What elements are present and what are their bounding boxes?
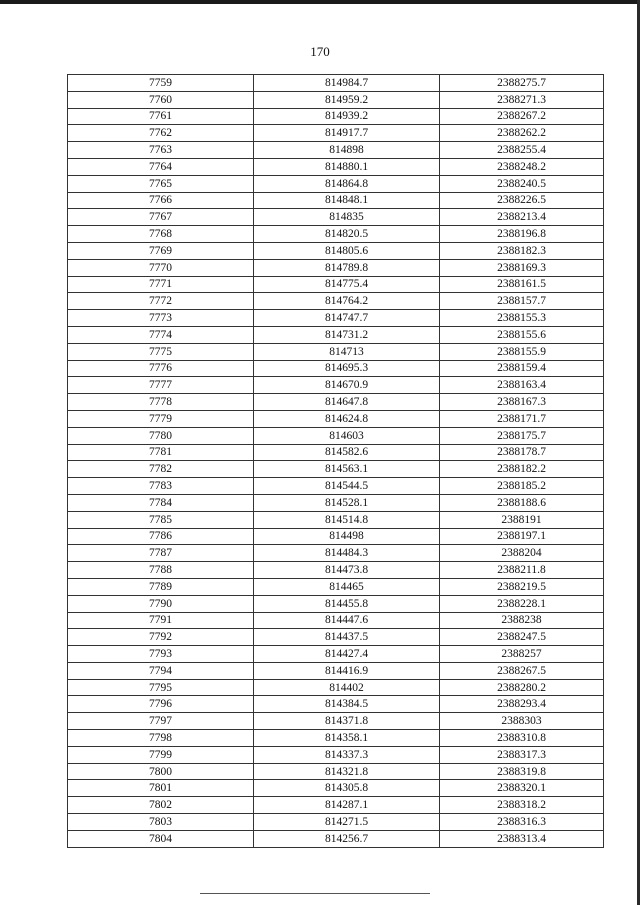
point-number-cell: 7788 xyxy=(68,562,254,579)
x-coordinate-cell: 814447.6 xyxy=(254,612,440,629)
y-coordinate-cell: 2388228.1 xyxy=(440,595,604,612)
point-number-cell: 7774 xyxy=(68,326,254,343)
x-coordinate-cell: 814256.7 xyxy=(254,830,440,847)
x-coordinate-cell: 814455.8 xyxy=(254,595,440,612)
x-coordinate-cell: 814984.7 xyxy=(254,75,440,92)
table-row xyxy=(68,646,604,663)
x-coordinate-cell: 814880.1 xyxy=(254,158,440,175)
x-coordinate-cell: 814437.5 xyxy=(254,629,440,646)
y-coordinate-cell: 2388271.3 xyxy=(440,91,604,108)
y-coordinate-cell: 2388318.2 xyxy=(440,797,604,814)
x-coordinate-cell: 814514.8 xyxy=(254,511,440,528)
table-row xyxy=(68,713,604,730)
x-coordinate-cell: 814835 xyxy=(254,209,440,226)
y-coordinate-cell: 2388319.8 xyxy=(440,763,604,780)
y-coordinate-cell: 2388238 xyxy=(440,612,604,629)
x-coordinate-cell: 814775.4 xyxy=(254,276,440,293)
y-coordinate-cell: 2388219.5 xyxy=(440,578,604,595)
table-row xyxy=(68,226,604,243)
table-row xyxy=(68,175,604,192)
table-row xyxy=(68,780,604,797)
y-coordinate-cell: 2388155.9 xyxy=(440,343,604,360)
table-row xyxy=(68,562,604,579)
table-row xyxy=(68,242,604,259)
x-coordinate-cell: 814647.8 xyxy=(254,394,440,411)
table-row xyxy=(68,158,604,175)
y-coordinate-cell: 2388157.7 xyxy=(440,293,604,310)
table-row xyxy=(68,142,604,159)
y-coordinate-cell: 2388255.4 xyxy=(440,142,604,159)
point-number-cell: 7768 xyxy=(68,226,254,243)
point-number-cell: 7769 xyxy=(68,242,254,259)
y-coordinate-cell: 2388169.3 xyxy=(440,259,604,276)
x-coordinate-cell: 814465 xyxy=(254,578,440,595)
x-coordinate-cell: 814939.2 xyxy=(254,108,440,125)
x-coordinate-cell: 814358.1 xyxy=(254,730,440,747)
y-coordinate-cell: 2388247.5 xyxy=(440,629,604,646)
point-number-cell: 7784 xyxy=(68,494,254,511)
point-number-cell: 7763 xyxy=(68,142,254,159)
table-row xyxy=(68,394,604,411)
y-coordinate-cell: 2388313.4 xyxy=(440,830,604,847)
y-coordinate-cell: 2388211.8 xyxy=(440,562,604,579)
x-coordinate-cell: 814747.7 xyxy=(254,310,440,327)
y-coordinate-cell: 2388248.2 xyxy=(440,158,604,175)
x-coordinate-cell: 814959.2 xyxy=(254,91,440,108)
table-row xyxy=(68,293,604,310)
table-row xyxy=(68,343,604,360)
y-coordinate-cell: 2388167.3 xyxy=(440,394,604,411)
x-coordinate-cell: 814820.5 xyxy=(254,226,440,243)
table-row xyxy=(68,444,604,461)
point-number-cell: 7765 xyxy=(68,175,254,192)
table-row xyxy=(68,125,604,142)
x-coordinate-cell: 814670.9 xyxy=(254,377,440,394)
table-row xyxy=(68,814,604,831)
point-number-cell: 7798 xyxy=(68,730,254,747)
point-number-cell: 7762 xyxy=(68,125,254,142)
table-row xyxy=(68,427,604,444)
x-coordinate-cell: 814603 xyxy=(254,427,440,444)
y-coordinate-cell: 2388240.5 xyxy=(440,175,604,192)
point-number-cell: 7776 xyxy=(68,360,254,377)
point-number-cell: 7790 xyxy=(68,595,254,612)
table-row xyxy=(68,730,604,747)
x-coordinate-cell: 814624.8 xyxy=(254,410,440,427)
point-number-cell: 7782 xyxy=(68,461,254,478)
point-number-cell: 7760 xyxy=(68,91,254,108)
y-coordinate-cell: 2388257 xyxy=(440,646,604,663)
point-number-cell: 7792 xyxy=(68,629,254,646)
point-number-cell: 7777 xyxy=(68,377,254,394)
y-coordinate-cell: 2388204 xyxy=(440,545,604,562)
x-coordinate-cell: 814321.8 xyxy=(254,763,440,780)
table-row xyxy=(68,679,604,696)
point-number-cell: 7773 xyxy=(68,310,254,327)
point-number-cell: 7799 xyxy=(68,746,254,763)
x-coordinate-cell: 814582.6 xyxy=(254,444,440,461)
y-coordinate-cell: 2388267.2 xyxy=(440,108,604,125)
y-coordinate-cell: 2388310.8 xyxy=(440,730,604,747)
point-number-cell: 7775 xyxy=(68,343,254,360)
y-coordinate-cell: 2388155.3 xyxy=(440,310,604,327)
point-number-cell: 7800 xyxy=(68,763,254,780)
y-coordinate-cell: 2388317.3 xyxy=(440,746,604,763)
point-number-cell: 7778 xyxy=(68,394,254,411)
x-coordinate-cell: 814789.8 xyxy=(254,259,440,276)
point-number-cell: 7759 xyxy=(68,75,254,92)
table-row xyxy=(68,578,604,595)
table-row xyxy=(68,192,604,209)
table-row xyxy=(68,696,604,713)
point-number-cell: 7803 xyxy=(68,814,254,831)
x-coordinate-cell: 814731.2 xyxy=(254,326,440,343)
x-coordinate-cell: 814473.8 xyxy=(254,562,440,579)
table-row xyxy=(68,259,604,276)
x-coordinate-cell: 814484.3 xyxy=(254,545,440,562)
y-coordinate-cell: 2388161.5 xyxy=(440,276,604,293)
point-number-cell: 7771 xyxy=(68,276,254,293)
table-row xyxy=(68,545,604,562)
y-coordinate-cell: 2388275.7 xyxy=(440,75,604,92)
table-row xyxy=(68,310,604,327)
table-row xyxy=(68,478,604,495)
table-row xyxy=(68,797,604,814)
point-number-cell: 7797 xyxy=(68,713,254,730)
point-number-cell: 7795 xyxy=(68,679,254,696)
table-row xyxy=(68,662,604,679)
table-row xyxy=(68,326,604,343)
page-number: 170 xyxy=(310,44,330,59)
table-row xyxy=(68,75,604,92)
point-number-cell: 7802 xyxy=(68,797,254,814)
table-row xyxy=(68,746,604,763)
table-row xyxy=(68,612,604,629)
y-coordinate-cell: 2388171.7 xyxy=(440,410,604,427)
table-row xyxy=(68,629,604,646)
x-coordinate-cell: 814848.1 xyxy=(254,192,440,209)
table-row xyxy=(68,410,604,427)
x-coordinate-cell: 814764.2 xyxy=(254,293,440,310)
x-coordinate-cell: 814528.1 xyxy=(254,494,440,511)
table-row xyxy=(68,91,604,108)
point-number-cell: 7793 xyxy=(68,646,254,663)
y-coordinate-cell: 2388159.4 xyxy=(440,360,604,377)
table-row xyxy=(68,830,604,847)
table-row xyxy=(68,377,604,394)
y-coordinate-cell: 2388303 xyxy=(440,713,604,730)
y-coordinate-cell: 2388175.7 xyxy=(440,427,604,444)
table-row xyxy=(68,528,604,545)
x-coordinate-cell: 814371.8 xyxy=(254,713,440,730)
point-number-cell: 7785 xyxy=(68,511,254,528)
scan-edge-top xyxy=(0,0,640,4)
point-number-cell: 7801 xyxy=(68,780,254,797)
y-coordinate-cell: 2388197.1 xyxy=(440,528,604,545)
y-coordinate-cell: 2388320.1 xyxy=(440,780,604,797)
y-coordinate-cell: 2388196.8 xyxy=(440,226,604,243)
y-coordinate-cell: 2388185.2 xyxy=(440,478,604,495)
x-coordinate-cell: 814498 xyxy=(254,528,440,545)
point-number-cell: 7789 xyxy=(68,578,254,595)
x-coordinate-cell: 814416.9 xyxy=(254,662,440,679)
point-number-cell: 7783 xyxy=(68,478,254,495)
point-number-cell: 7796 xyxy=(68,696,254,713)
point-number-cell: 7804 xyxy=(68,830,254,847)
point-number-cell: 7772 xyxy=(68,293,254,310)
table-row xyxy=(68,595,604,612)
point-number-cell: 7767 xyxy=(68,209,254,226)
coordinate-table-body xyxy=(68,75,604,848)
table-row xyxy=(68,360,604,377)
x-coordinate-cell: 814305.8 xyxy=(254,780,440,797)
y-coordinate-cell: 2388226.5 xyxy=(440,192,604,209)
table-row xyxy=(68,511,604,528)
y-coordinate-cell: 2388262.2 xyxy=(440,125,604,142)
point-number-cell: 7787 xyxy=(68,545,254,562)
point-number-cell: 7791 xyxy=(68,612,254,629)
x-coordinate-cell: 814713 xyxy=(254,343,440,360)
point-number-cell: 7766 xyxy=(68,192,254,209)
point-number-cell: 7770 xyxy=(68,259,254,276)
y-coordinate-cell: 2388213.4 xyxy=(440,209,604,226)
table-row xyxy=(68,276,604,293)
bottom-rule xyxy=(200,893,430,894)
x-coordinate-cell: 814384.5 xyxy=(254,696,440,713)
x-coordinate-cell: 814271.5 xyxy=(254,814,440,831)
table-row xyxy=(68,763,604,780)
point-number-cell: 7781 xyxy=(68,444,254,461)
x-coordinate-cell: 814695.3 xyxy=(254,360,440,377)
y-coordinate-cell: 2388280.2 xyxy=(440,679,604,696)
x-coordinate-cell: 814427.4 xyxy=(254,646,440,663)
x-coordinate-cell: 814898 xyxy=(254,142,440,159)
table-row xyxy=(68,209,604,226)
point-number-cell: 7786 xyxy=(68,528,254,545)
x-coordinate-cell: 814864.8 xyxy=(254,175,440,192)
x-coordinate-cell: 814917.7 xyxy=(254,125,440,142)
y-coordinate-cell: 2388182.2 xyxy=(440,461,604,478)
point-number-cell: 7764 xyxy=(68,158,254,175)
table-row xyxy=(68,461,604,478)
y-coordinate-cell: 2388316.3 xyxy=(440,814,604,831)
point-number-cell: 7794 xyxy=(68,662,254,679)
point-number-cell: 7780 xyxy=(68,427,254,444)
table-row xyxy=(68,494,604,511)
x-coordinate-cell: 814337.3 xyxy=(254,746,440,763)
y-coordinate-cell: 2388155.6 xyxy=(440,326,604,343)
coordinate-table xyxy=(67,74,604,848)
x-coordinate-cell: 814287.1 xyxy=(254,797,440,814)
y-coordinate-cell: 2388188.6 xyxy=(440,494,604,511)
x-coordinate-cell: 814805.6 xyxy=(254,242,440,259)
x-coordinate-cell: 814563.1 xyxy=(254,461,440,478)
y-coordinate-cell: 2388191 xyxy=(440,511,604,528)
point-number-cell: 7761 xyxy=(68,108,254,125)
x-coordinate-cell: 814402 xyxy=(254,679,440,696)
point-number-cell: 7779 xyxy=(68,410,254,427)
y-coordinate-cell: 2388293.4 xyxy=(440,696,604,713)
y-coordinate-cell: 2388267.5 xyxy=(440,662,604,679)
y-coordinate-cell: 2388178.7 xyxy=(440,444,604,461)
table-row xyxy=(68,108,604,125)
y-coordinate-cell: 2388163.4 xyxy=(440,377,604,394)
y-coordinate-cell: 2388182.3 xyxy=(440,242,604,259)
x-coordinate-cell: 814544.5 xyxy=(254,478,440,495)
